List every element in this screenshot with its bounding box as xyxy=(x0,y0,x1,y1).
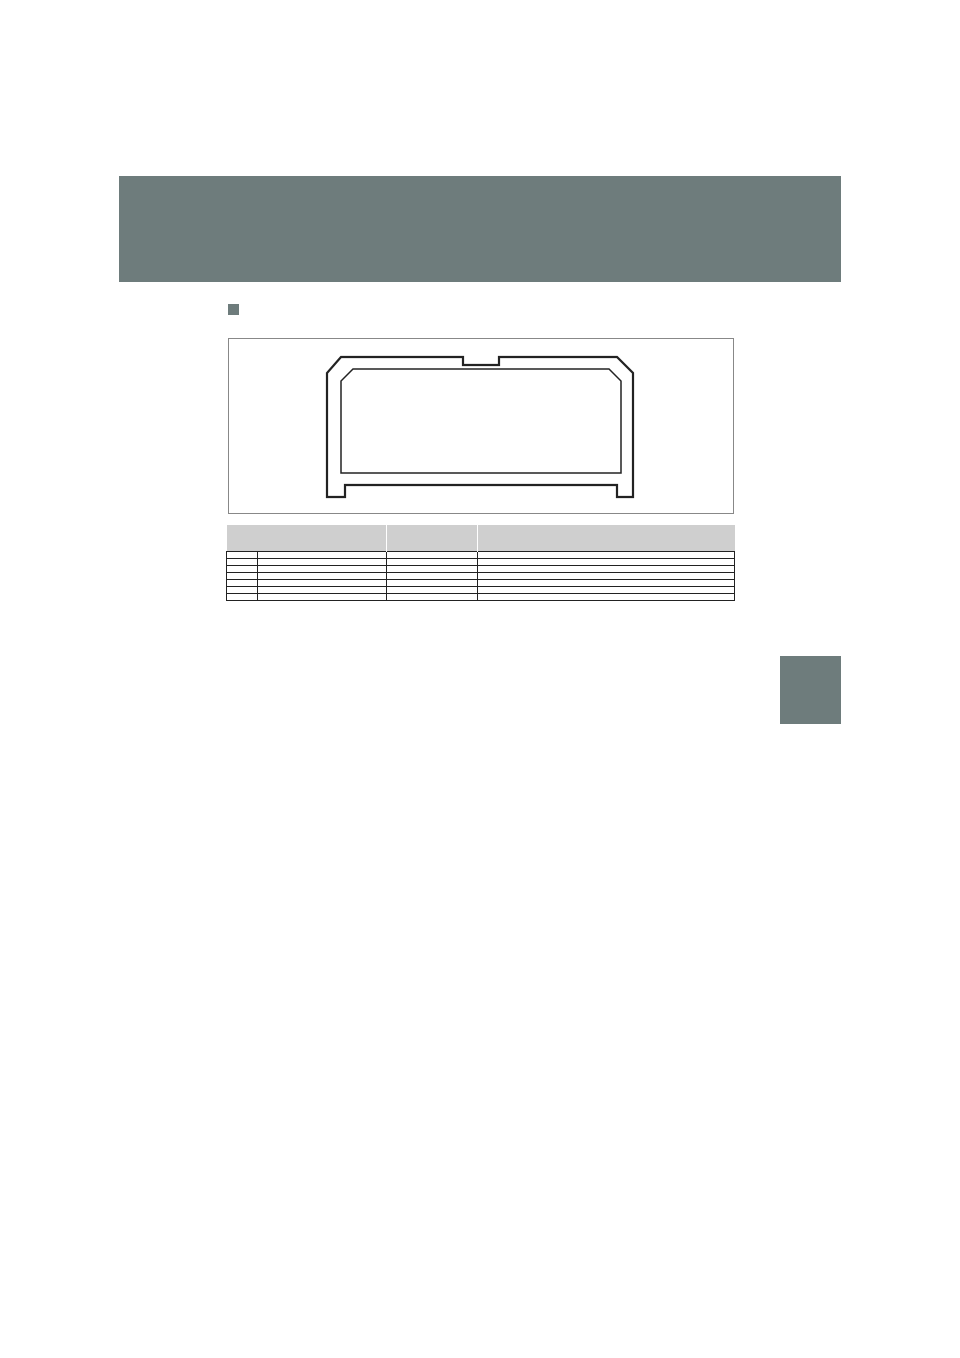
fuse-number xyxy=(227,594,258,601)
fuse-circuit xyxy=(478,580,735,587)
fuse-ampere xyxy=(386,559,478,566)
header-band xyxy=(119,176,841,282)
fuse-ampere xyxy=(386,552,478,559)
fuse-number xyxy=(227,566,258,573)
fuse-circuit xyxy=(478,573,735,580)
table-row xyxy=(227,580,735,587)
table-row xyxy=(227,566,735,573)
fuse-number xyxy=(227,559,258,566)
square-bullet-icon xyxy=(228,304,239,315)
header-fuse xyxy=(227,525,387,552)
fuse-circuit xyxy=(478,587,735,594)
fuse-number xyxy=(227,580,258,587)
header-circuit xyxy=(478,525,735,552)
fuse-name xyxy=(257,566,386,573)
table-row xyxy=(227,594,735,601)
fuse-name xyxy=(257,587,386,594)
fuse-ampere xyxy=(386,594,478,601)
table-row xyxy=(227,552,735,559)
fuse-ampere xyxy=(386,573,478,580)
fuse-box-diagram xyxy=(228,338,734,514)
header-ampere xyxy=(386,525,478,552)
fuse-table xyxy=(226,525,735,601)
chapter-tab xyxy=(780,656,841,724)
table-row xyxy=(227,587,735,594)
fuse-number xyxy=(227,573,258,580)
fuse-box-outline xyxy=(327,357,633,497)
fuse-circuit xyxy=(478,594,735,601)
table-row xyxy=(227,573,735,580)
fuse-name xyxy=(257,594,386,601)
fuse-box-inner-outline xyxy=(341,369,621,473)
fuse-name xyxy=(257,552,386,559)
fuse-circuit xyxy=(478,552,735,559)
fuse-number xyxy=(227,587,258,594)
fuse-name xyxy=(257,580,386,587)
fuse-name xyxy=(257,573,386,580)
fuse-ampere xyxy=(386,587,478,594)
section-heading xyxy=(228,304,247,315)
fuse-ampere xyxy=(386,580,478,587)
fuse-table-header xyxy=(227,525,735,552)
fuse-box-svg xyxy=(229,339,733,513)
fuse-number xyxy=(227,552,258,559)
fuse-circuit xyxy=(478,566,735,573)
fuse-circuit xyxy=(478,559,735,566)
fuse-ampere xyxy=(386,566,478,573)
table-row xyxy=(227,559,735,566)
fuse-name xyxy=(257,559,386,566)
